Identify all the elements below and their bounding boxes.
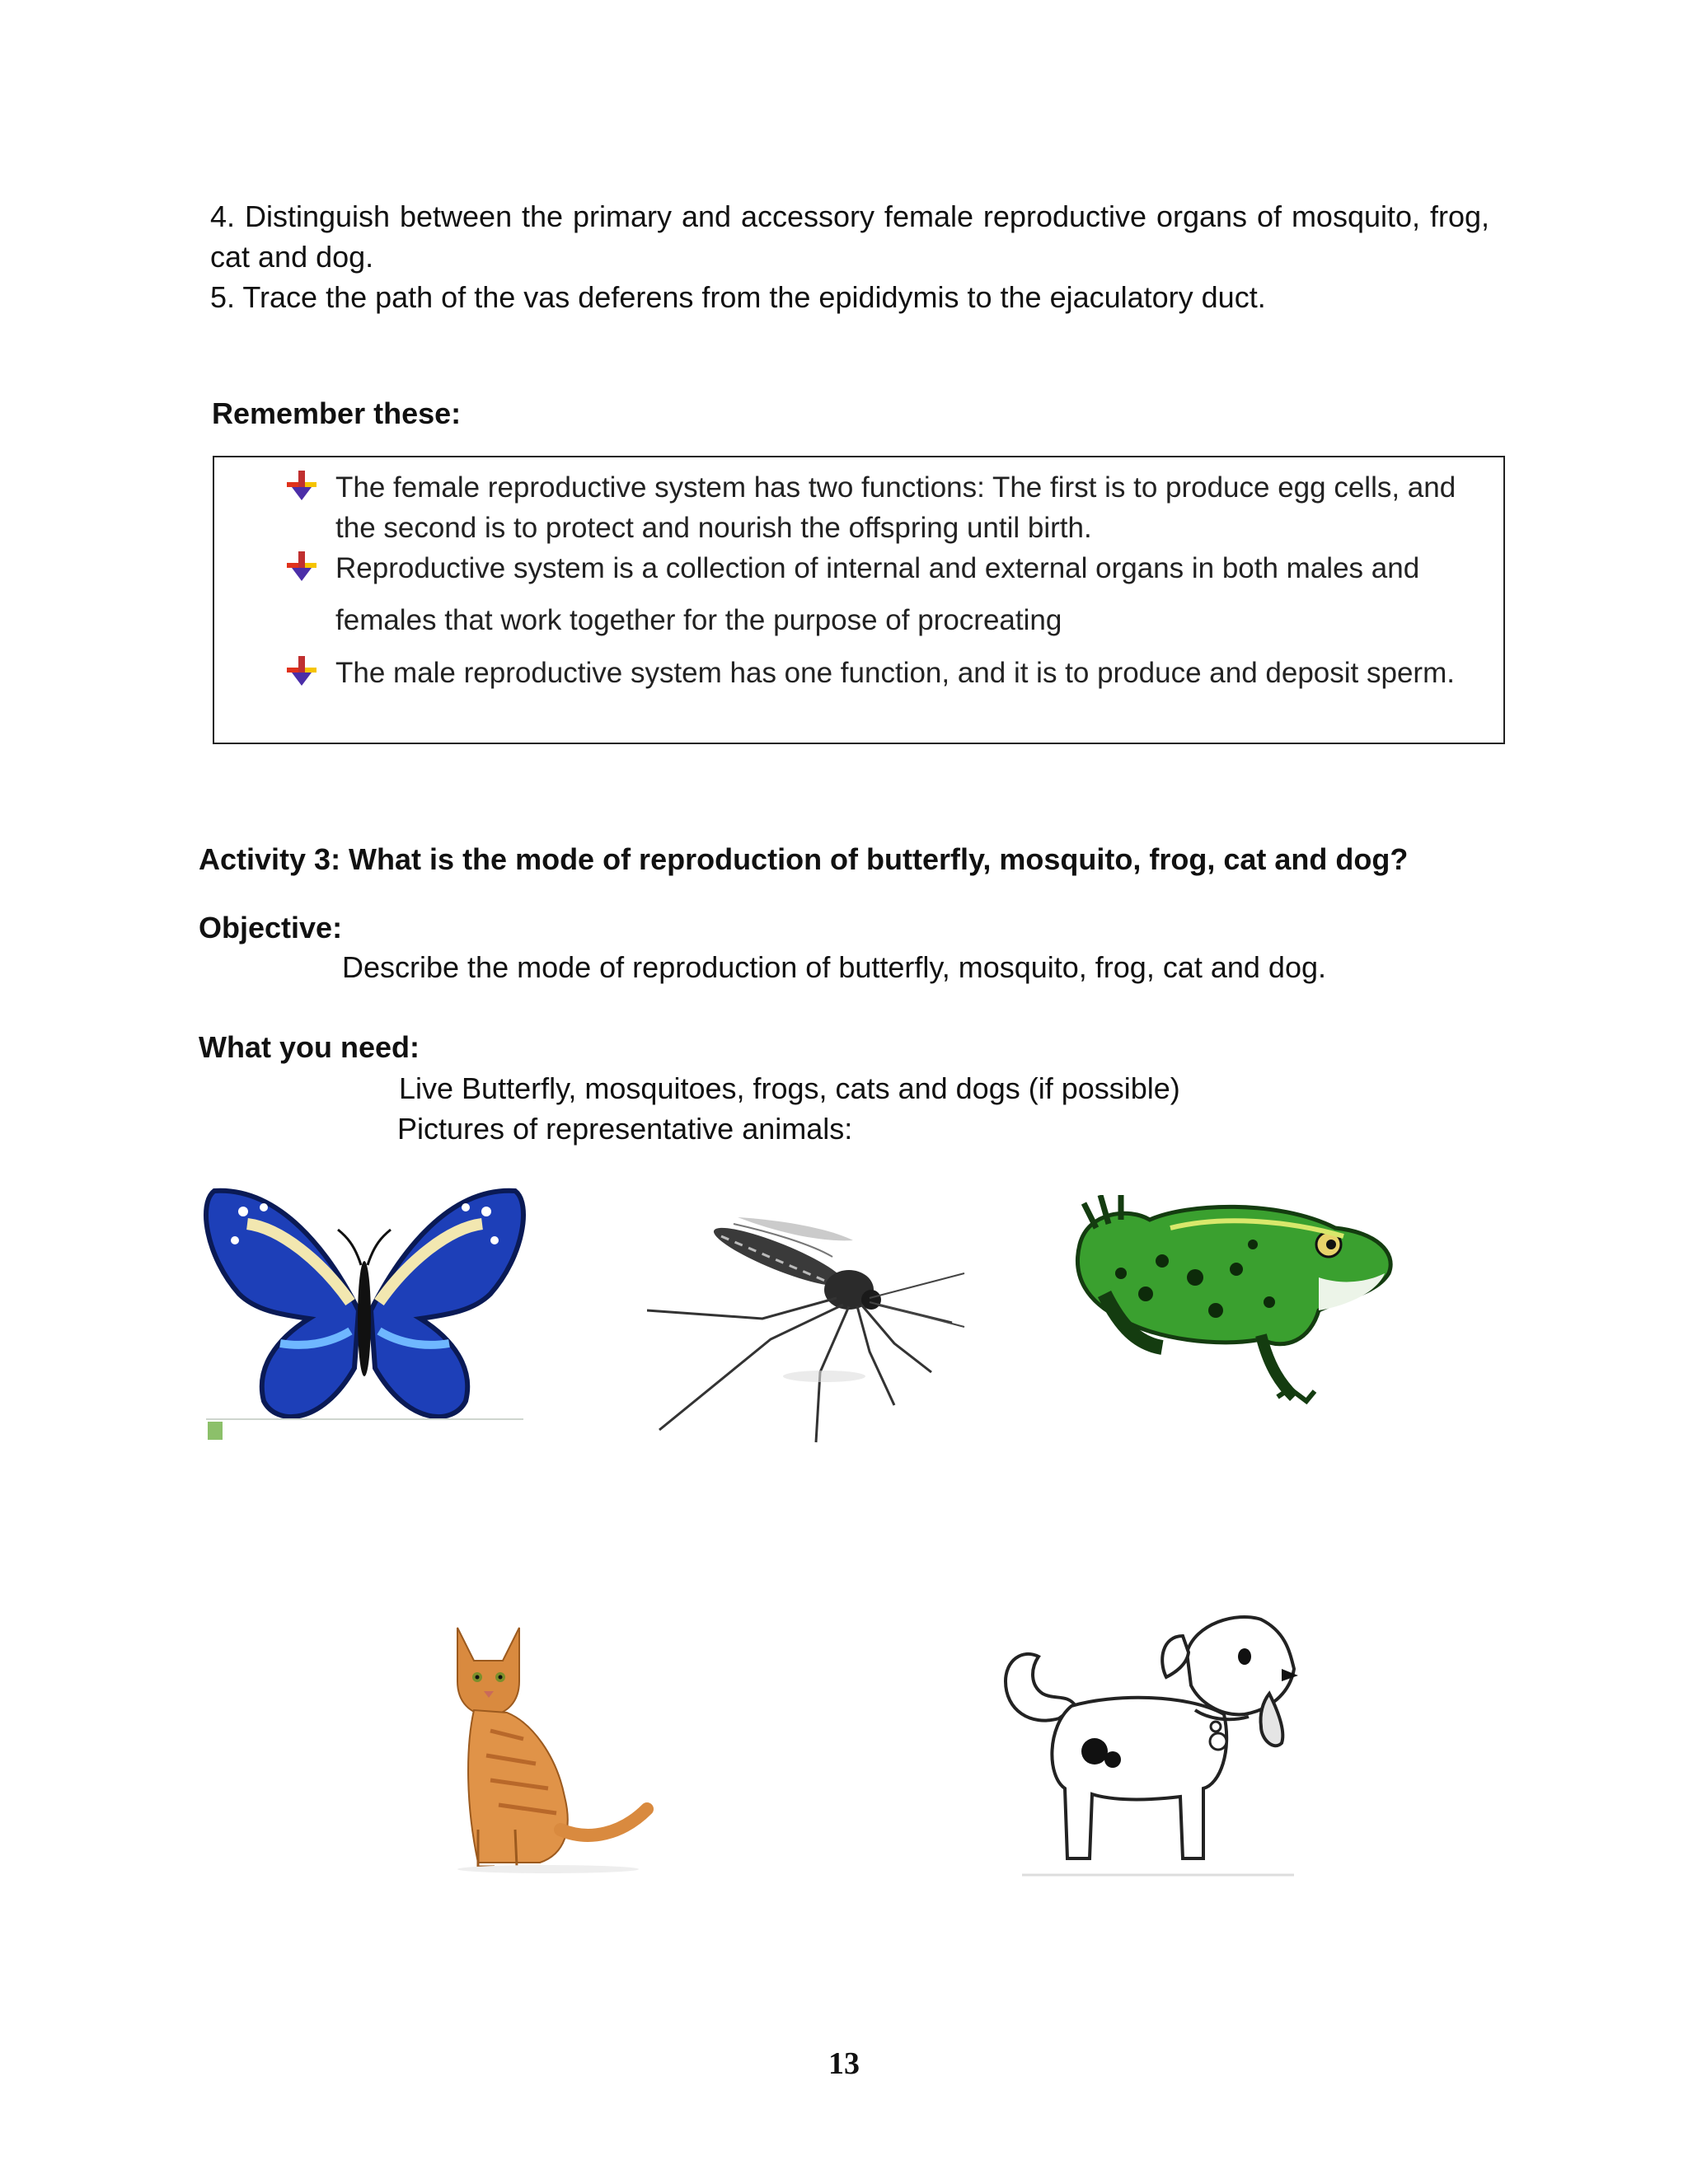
need-item-live-animals: Live Butterfly, mosquitoes, frogs, cats and dogs (if possible) (399, 1071, 1180, 1105)
arrow-down-bullet-icon (287, 656, 316, 689)
remember-item-text: The male reproductive system has one function, and it is to produce and deposit sperm. (335, 657, 1455, 689)
objective-text: Describe the mode of reproduction of butterfly, mosquito, frog, cat and dog. (342, 950, 1326, 984)
activity-title: Activity 3: What is the mode of reproduction of butterfly, mosquito, frog, cat and dog? (199, 842, 1409, 876)
page-number: 13 (828, 2046, 860, 2081)
question-4: 4. Distinguish between the primary and accessory female reproductive organs of mosquito, frog, cat and dog. (210, 199, 1489, 274)
butterfly-image (198, 1179, 532, 1442)
question-5: 5. Trace the path of the vas deferens from the epididymis to the ejaculatory duct. (210, 280, 1266, 314)
arrow-down-bullet-icon (287, 471, 316, 504)
dog-image (997, 1611, 1315, 1883)
cat-image (441, 1624, 663, 1875)
mosquito-image (647, 1207, 968, 1446)
remember-item-text: Reproductive system is a collection of internal and external organs in both males and females that work together for the purpose of procreating (335, 552, 1420, 636)
objective-label: Objective: (199, 911, 343, 944)
need-item-pictures: Pictures of representative animals: (397, 1112, 853, 1146)
remember-heading: Remember these: (212, 396, 462, 430)
remember-box (213, 456, 1505, 744)
what-you-need-label: What you need: (199, 1030, 420, 1064)
remember-item-text: The female reproductive system has two functions: The first is to produce egg cells, and the second is to protect and nourish the offspring until birth. (335, 471, 1456, 544)
arrow-down-bullet-icon (287, 551, 316, 584)
frog-image (1071, 1195, 1397, 1409)
